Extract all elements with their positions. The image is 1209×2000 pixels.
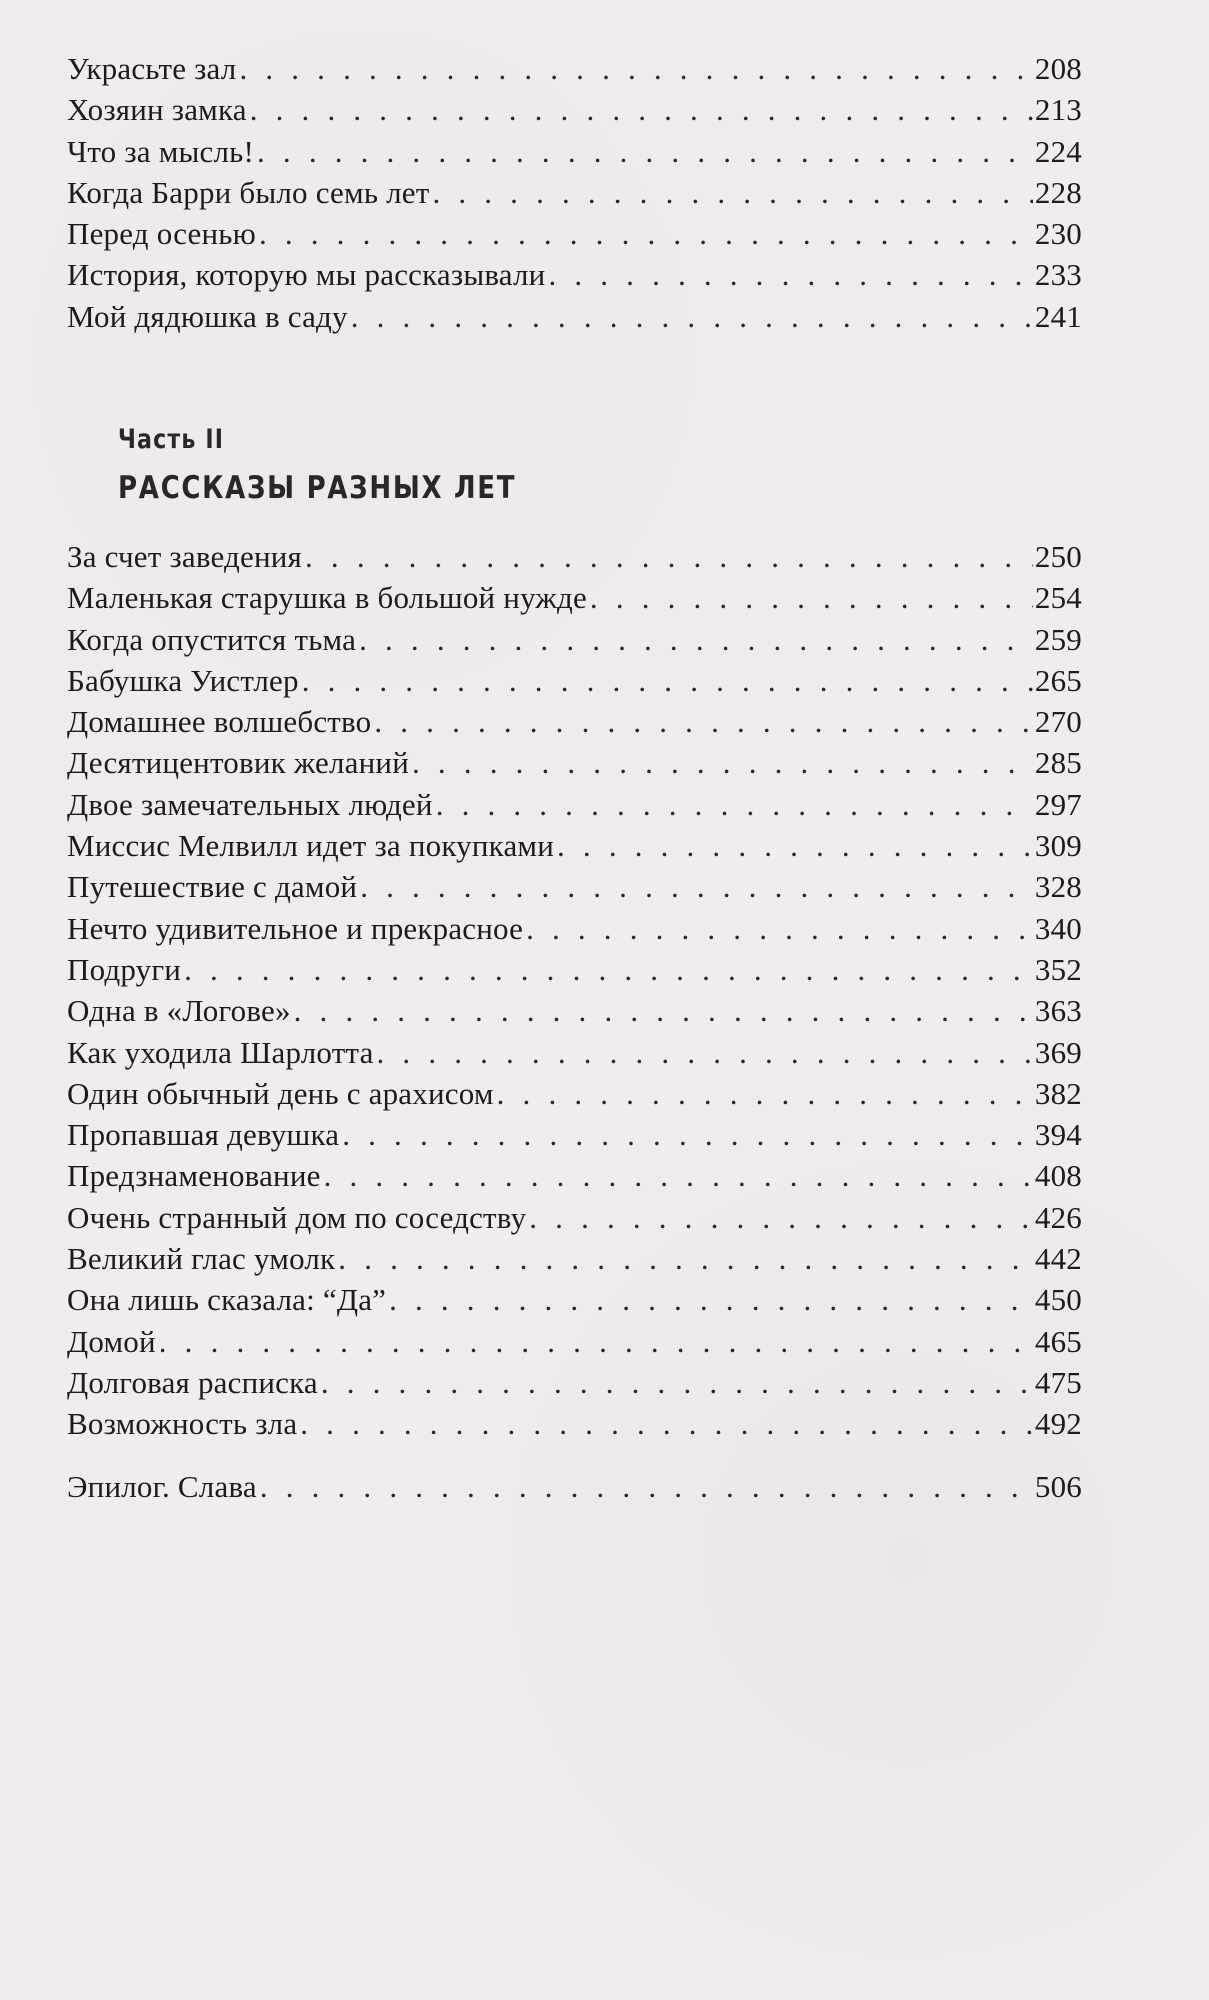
toc-entry-page: 442	[1034, 1241, 1082, 1277]
dot-leader	[260, 1466, 1033, 1507]
toc-entry-title: Возможность зла	[67, 1406, 298, 1442]
toc-entry-title: Домой	[67, 1323, 156, 1359]
toc-entry	[67, 1073, 1082, 1114]
toc-entry-title: Домашнее волшебство	[67, 704, 372, 740]
toc-entry-title: Одна в «Логове»	[67, 993, 291, 1029]
toc-entry-page: 259	[1034, 621, 1082, 657]
dot-leader	[412, 742, 1033, 783]
toc-entry	[67, 1155, 1082, 1196]
toc-entry-page: 340	[1034, 910, 1082, 946]
part-label: Часть II	[118, 424, 225, 455]
dot-leader	[351, 296, 1033, 337]
toc-section-2	[67, 536, 1082, 1445]
toc-entry-page: 450	[1034, 1282, 1082, 1318]
toc-entry	[67, 1466, 1082, 1507]
toc-entry-title: Долговая расписка	[67, 1364, 318, 1400]
toc-entry-title: Нечто удивительное и прекрасное	[67, 910, 524, 946]
toc-entry	[67, 89, 1082, 130]
toc-entry	[67, 577, 1082, 618]
dot-leader	[159, 1321, 1033, 1362]
dot-leader	[300, 1403, 1033, 1444]
dot-leader	[548, 254, 1032, 295]
toc-entry-page: 492	[1034, 1406, 1082, 1442]
toc-entry-title: Мой дядюшка в саду	[67, 298, 348, 334]
dot-leader	[359, 619, 1033, 660]
toc-entry-title: Бабушка Уистлер	[67, 662, 299, 698]
toc-entry	[67, 1321, 1082, 1362]
toc-entry-page: 328	[1034, 869, 1082, 905]
toc-entry-title: Путешествие с дамой	[67, 869, 358, 905]
dot-leader	[302, 660, 1033, 701]
toc-entry	[67, 784, 1082, 825]
toc-entry-title: Хозяин замка	[67, 92, 247, 128]
toc-entry	[67, 660, 1082, 701]
toc-entry-title: Перед осенью	[67, 216, 256, 252]
toc-entry-title: Когда опустится тьма	[67, 621, 357, 657]
toc-entry-title: За счет заведения	[67, 539, 303, 574]
toc-entry-title: Подруги	[67, 951, 182, 987]
dot-leader	[526, 908, 1033, 949]
toc-entry-title: Эпилог. Слава	[67, 1469, 257, 1504]
toc-entry-page: 254	[1034, 580, 1082, 616]
toc-entry	[67, 296, 1082, 337]
dot-leader	[305, 536, 1033, 577]
toc-entry-page: 297	[1034, 786, 1082, 822]
dot-leader	[497, 1073, 1033, 1114]
dot-leader	[239, 48, 1032, 89]
toc-entry-title: Что за мысль!	[67, 133, 255, 169]
toc-entry-page: 285	[1034, 745, 1082, 781]
toc-entry	[67, 908, 1082, 949]
toc-entry-title: Очень странный дом по соседству	[67, 1199, 527, 1235]
dot-leader	[529, 1197, 1033, 1238]
toc-entry	[67, 1403, 1082, 1444]
dot-leader	[342, 1114, 1033, 1155]
toc-entry	[67, 866, 1082, 907]
toc-entry-title: Украсьте зал	[67, 51, 237, 86]
toc-entry-title: Как уходила Шарлотта	[67, 1034, 374, 1070]
toc-entry-title: Предзнаменование	[67, 1158, 321, 1194]
toc-entry-title: Один обычный день с арахисом	[67, 1075, 494, 1111]
dot-leader	[338, 1238, 1033, 1279]
toc-entry	[67, 825, 1082, 866]
dot-leader	[250, 89, 1033, 130]
toc-entry-page: 408	[1034, 1158, 1082, 1194]
toc-entry	[67, 1279, 1082, 1320]
toc-entry	[67, 1197, 1082, 1238]
toc-entry	[67, 619, 1082, 660]
toc-entry	[67, 990, 1082, 1031]
toc-epilogue	[67, 1466, 1082, 1507]
dot-leader	[321, 1362, 1033, 1403]
toc-entry-page: 363	[1034, 993, 1082, 1029]
toc-entry-page: 265	[1034, 662, 1082, 698]
toc-entry-page: 241	[1034, 298, 1082, 334]
toc-entry	[67, 172, 1082, 213]
toc-entry	[67, 48, 1082, 89]
dot-leader	[374, 701, 1033, 742]
dot-leader	[557, 825, 1033, 866]
toc-entry-page: 270	[1034, 704, 1082, 740]
toc-entry-page: 233	[1034, 257, 1082, 293]
toc-entry-title: Великий глас умолк	[67, 1241, 336, 1277]
toc-entry-title: Маленькая старушка в большой нужде	[67, 580, 587, 616]
dot-leader	[184, 949, 1033, 990]
toc-entry-page: 213	[1034, 92, 1082, 128]
toc-entry	[67, 213, 1082, 254]
toc-entry	[67, 1032, 1082, 1073]
toc-entry-title: Она лишь сказала: “Да”	[67, 1282, 387, 1318]
toc-entry-page: 382	[1034, 1075, 1082, 1111]
toc-entry-page: 475	[1034, 1364, 1082, 1400]
toc-entry-page: 506	[1034, 1469, 1082, 1504]
toc-entry-page: 224	[1034, 133, 1082, 169]
toc-entry-page: 352	[1034, 951, 1082, 987]
toc-entry-title: История, которую мы рассказывали	[67, 257, 546, 293]
toc-entry-page: 369	[1034, 1034, 1082, 1070]
toc-entry-page: 230	[1034, 216, 1082, 252]
part-title: РАССКАЗЫ РАЗНЫХ ЛЕТ	[118, 470, 517, 506]
toc-entry-page: 394	[1034, 1117, 1082, 1153]
toc-entry	[67, 701, 1082, 742]
dot-leader	[436, 784, 1033, 825]
toc-entry-page: 250	[1034, 539, 1082, 574]
toc-entry-title: Двое замечательных людей	[67, 786, 433, 822]
dot-leader	[294, 990, 1033, 1031]
dot-leader	[377, 1032, 1033, 1073]
toc-entry-page: 309	[1034, 828, 1082, 864]
toc-entry-page: 426	[1034, 1199, 1082, 1235]
toc-entry	[67, 1114, 1082, 1155]
toc-entry	[67, 1362, 1082, 1403]
dot-leader	[590, 577, 1033, 618]
toc-entry	[67, 536, 1082, 577]
toc-entry	[67, 949, 1082, 990]
toc-entry-title: Пропавшая девушка	[67, 1117, 340, 1153]
dot-leader	[259, 213, 1033, 254]
dot-leader	[432, 172, 1032, 213]
toc-entry-page: 228	[1034, 174, 1082, 210]
dot-leader	[360, 866, 1033, 907]
dot-leader	[389, 1279, 1033, 1320]
toc-section-1	[67, 48, 1082, 337]
dot-leader	[324, 1155, 1033, 1196]
toc-entry-page: 465	[1034, 1323, 1082, 1359]
toc-entry	[67, 131, 1082, 172]
toc-entry	[67, 254, 1082, 295]
toc-entry-title: Миссис Мелвилл идет за покупками	[67, 828, 555, 864]
toc-entry-title: Когда Барри было семь лет	[67, 174, 430, 210]
dot-leader	[257, 131, 1033, 172]
toc-entry	[67, 742, 1082, 783]
toc-entry	[67, 1238, 1082, 1279]
toc-entry-page: 208	[1034, 51, 1082, 86]
toc-entry-title: Десятицентовик желаний	[67, 745, 409, 781]
